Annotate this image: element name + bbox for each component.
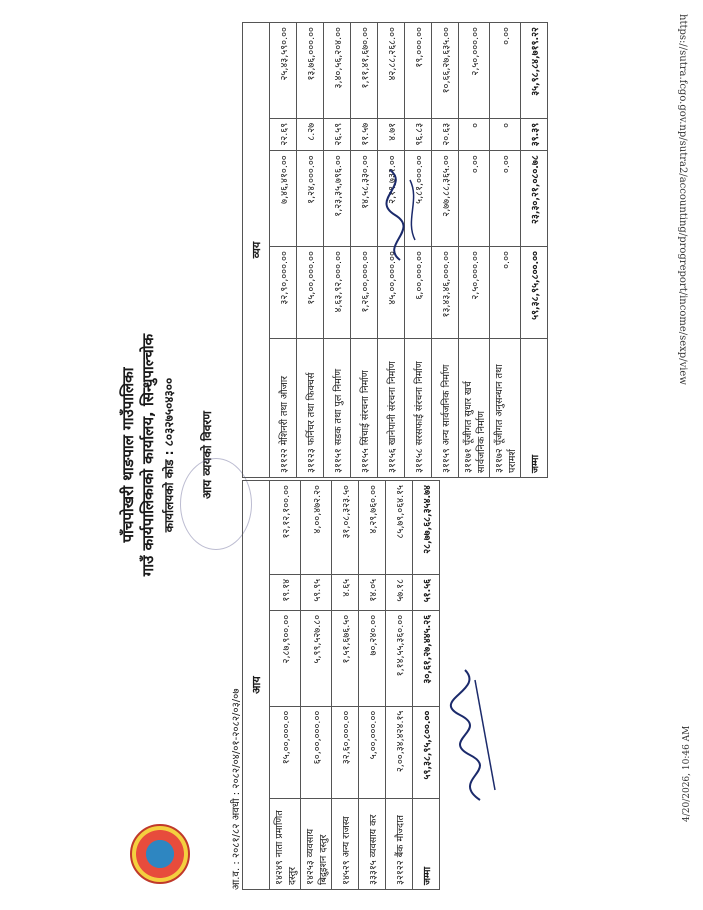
expense-remaining-cell: २५,४३,५९०.०० (270, 23, 297, 119)
expense-remaining-cell: ३५,९८,८४,७१९.२२ (521, 23, 548, 119)
expense-remaining-cell: १,११,४१,६७०.०० (351, 23, 378, 119)
income-total-row (413, 481, 440, 890)
expense-remaining-cell: १०,६६,२७,६३५.०० (432, 23, 459, 119)
expense-actual-cell: ७,४६,४१०.०० (270, 151, 297, 247)
income-actual-cell: १,१४,५५,३६०.०० (386, 610, 413, 706)
expense-name-cell: ३११७१ पूँजीगत सुधार खर्च सार्वजनिक निर्माण (459, 338, 490, 477)
expense-remaining-cell: ०.०० (490, 23, 521, 119)
expense-percent-cell: ० (459, 118, 490, 150)
income-name-cell: १४२४९ नाता प्रमाणित दस्तुर (270, 798, 301, 889)
report-title: आय व्ययको विवरण (200, 411, 214, 499)
expense-budget-cell: ०.०० (490, 247, 521, 339)
expense-name-cell: ३११५५ सिंचाई संरचना निर्माण (351, 338, 378, 477)
income-budget-cell: २,००,३४,४२४.१५ (386, 706, 413, 798)
income-row (270, 481, 301, 890)
income-name-cell: १४५२९ अन्य राजस्व (332, 798, 359, 889)
income-row (386, 481, 413, 890)
expense-name-cell: ३११७२ पूँजीगत अनुसन्धान तथा परामर्श (490, 338, 521, 477)
expense-actual-cell: २३,३०,२१,०८०.७८ (521, 151, 548, 247)
expense-actual-cell: ०.०० (459, 151, 490, 247)
income-actual-cell: २,८७,९००.०० (270, 610, 301, 706)
expense-actual-cell: २,७७,८८,३६५.०० (432, 151, 459, 247)
income-actual-cell: ५,९९,५२७.८० (301, 610, 332, 706)
expense-percent-cell: ३९.३९ (521, 118, 548, 150)
expense-actual-cell: ०.०० (490, 151, 521, 247)
expense-actual-cell: १४,५८,३३०.०० (351, 151, 378, 247)
income-percent-cell: ५१.५६ (413, 574, 440, 610)
income-name-cell: ३३३१५ व्यवसाय कर (359, 798, 386, 889)
print-timestamp: 4/20/2026, 10:46 AM (682, 725, 692, 822)
signature-left (440, 660, 510, 810)
fiscal-period: आ.व. : २०८१/८२ अवधी : २०८२/०४/०१-२०८२/०३/०७ (231, 688, 242, 890)
expense-total-row (521, 23, 548, 478)
expense-percent-cell: २२.६९ (270, 118, 297, 150)
expense-percent-cell: ९६.८३ (405, 118, 432, 150)
income-budget-cell: १५,००,०००.०० (270, 706, 301, 798)
income-budget-cell: ३२,६०,०००.०० (332, 706, 359, 798)
expense-budget-cell: ४५,००,०००.०० (378, 247, 405, 339)
expense-actual-cell: २,११,७३२.०० (378, 151, 405, 247)
expense-row (490, 23, 521, 478)
income-budget-cell: ५,००,०००.०० (359, 706, 386, 798)
income-remaining-cell: ८५,७९,०६४.१५ (386, 481, 413, 575)
expense-remaining-cell: १९,०००.०० (405, 23, 432, 119)
expense-percent-cell: ८.२७ (297, 118, 324, 150)
income-percent-cell: ४.६५ (332, 574, 359, 610)
office-code: कार्यालयको कोड : ८०३२७५०४३०० (162, 377, 176, 533)
expense-remaining-cell: ३,४०,५६,२०४.०० (324, 23, 351, 119)
income-remaining-cell: ४,२९,७६०.०० (359, 481, 386, 575)
expense-budget-cell: १,२६,००,०००.०० (351, 247, 378, 339)
income-row (301, 481, 332, 890)
expense-actual-cell: ५,८१,०००.०० (405, 151, 432, 247)
expense-remaining-cell: २,५०,०००.०० (459, 23, 490, 119)
expense-budget-cell: ६,००,०००.०० (405, 247, 432, 339)
signature-right (370, 160, 430, 270)
expense-name-cell: ३११५८ सरसफाई संरचना निर्माण (405, 338, 432, 477)
expense-name-cell: जम्मा (521, 338, 548, 477)
expense-name-cell: ३११५६ खानेपानी संरचना निर्माण (378, 338, 405, 477)
income-percent-cell: १९.१४ (270, 574, 301, 610)
income-budget-cell: ६०,००,०००.०० (301, 706, 332, 798)
income-actual-cell: ७०,२४०.०० (359, 610, 386, 706)
office-name: गाउँ कार्यपालिकाको कार्यालय, सिन्धुपाल्चोक (139, 333, 157, 577)
expense-row (324, 23, 351, 478)
expense-name-cell: ३११२२ मेशिनरी तथा औजार (270, 338, 297, 477)
income-remaining-cell: ३१,०८,३२३.५० (332, 481, 359, 575)
page-url: https://sutra.fcgo.gov.np/sutra2/accounting/progreport/income/sexp/view (677, 14, 688, 385)
expense-percent-cell: २६.५९ (324, 118, 351, 150)
expense-actual-cell: १,२४,०००.०० (297, 151, 324, 247)
income-row (332, 481, 359, 890)
expense-percent-cell: ४.७१ (378, 118, 405, 150)
expense-budget-cell: १३,४३,४६,०००.०० (432, 247, 459, 339)
income-remaining-cell: १२,१२,१००.०० (270, 481, 301, 575)
expense-budget-cell: ५९,३८,९५,८००.०० (521, 247, 548, 339)
income-percent-cell: ५९.९५ (301, 574, 332, 610)
income-name-cell: जम्मा (413, 798, 440, 889)
income-name-cell: ३२१२२ बैंक मौज्दात (386, 798, 413, 889)
income-actual-cell: १,५१,६७६.५० (332, 610, 359, 706)
expense-row (432, 23, 459, 478)
income-budget-cell: ५९,३८,९५,८००.०० (413, 706, 440, 798)
expense-heading: व्यय (243, 23, 270, 478)
expense-row (459, 23, 490, 478)
income-remaining-cell: ४,००,४७२.२० (301, 481, 332, 575)
income-percent-cell: ५७.१८ (386, 574, 413, 610)
expense-percent-cell: ११.५७ (351, 118, 378, 150)
expense-name-cell: ३११२३ फर्निचर तथा फिक्चर्स (297, 338, 324, 477)
income-percent-cell: १४.०५ (359, 574, 386, 610)
expense-row (297, 23, 324, 478)
expense-remaining-cell: १३,७६,०००.०० (297, 23, 324, 119)
expense-budget-cell: ४,६३,९२,०००.०० (324, 247, 351, 339)
income-name-cell: १४२५३ व्यवसाय बिद्रुइशन दस्तुर (301, 798, 332, 889)
expense-budget-cell: ३२,९०,०००.०० (270, 247, 297, 339)
income-remaining-cell: २८,७७,६८,३५४.७४ (413, 481, 440, 575)
expense-budget-cell: १५,००,०००.०० (297, 247, 324, 339)
income-table (242, 480, 440, 890)
expense-actual-cell: १,२३,३५,७९६.०० (324, 151, 351, 247)
income-row (359, 481, 386, 890)
report-sheet (20, 20, 620, 890)
income-heading: आय (243, 481, 270, 890)
expense-name-cell: ३११५९ अन्य सार्वजनिक निर्माण (432, 338, 459, 477)
expense-name-cell: ३११५१ सडक तथा पुल निर्माण (324, 338, 351, 477)
municipality-name: पाँचपोखरी थाङपाल गाउँपालिका (119, 367, 137, 543)
expense-percent-cell: २०.६३ (432, 118, 459, 150)
income-actual-cell: ३०,६१,२७,४४५.२६ (413, 610, 440, 706)
expense-row (270, 23, 297, 478)
expense-remaining-cell: ४२,८८,२६८.०० (378, 23, 405, 119)
expense-percent-cell: ० (490, 118, 521, 150)
expense-budget-cell: २,५०,०००.०० (459, 247, 490, 339)
